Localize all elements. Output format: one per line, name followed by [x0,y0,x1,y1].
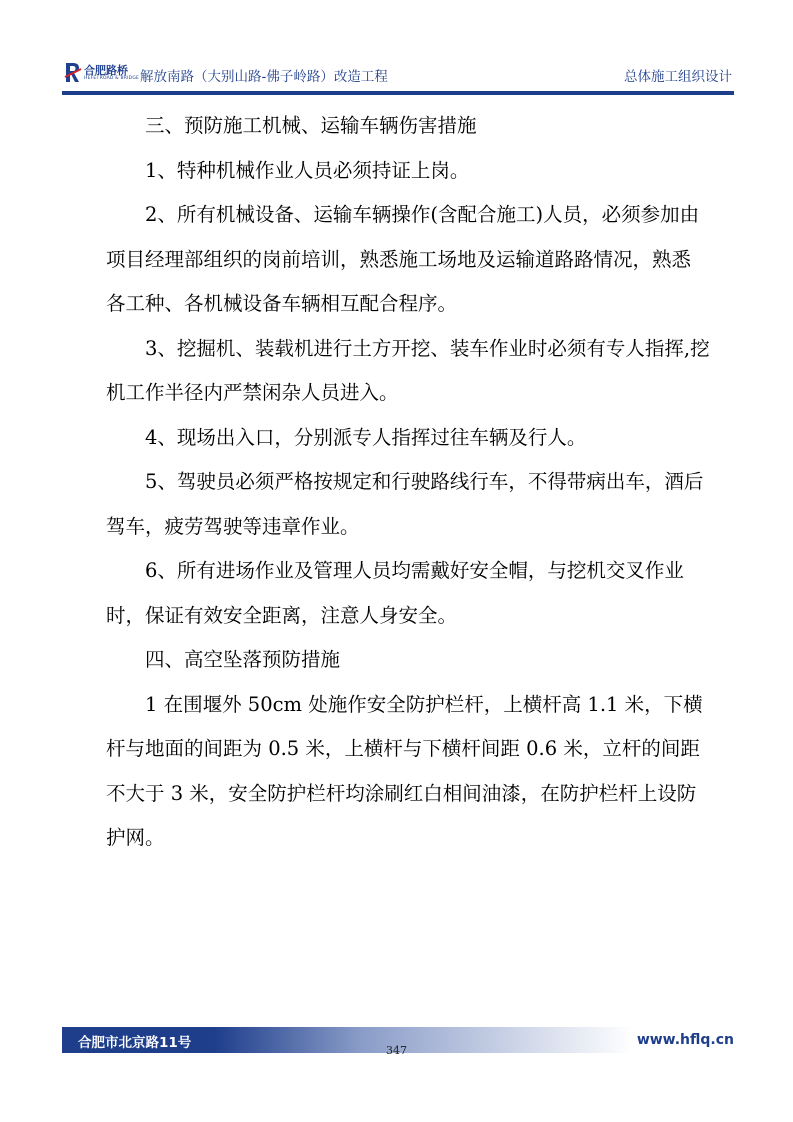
section-heading: 四、高空坠落预防措施 [145,648,341,671]
body-content [106,104,710,861]
paragraph: 4、现场出入口，分别派专人指挥过往车辆及行人。 [145,425,587,449]
paragraph: 3、挖掘机、装载机进行土方开挖、装车作业时必须有专人指挥,挖机工作半径内严禁闲杂人员进入。 [106,336,710,404]
footer-website: www.hflq.cn [636,1032,734,1048]
footer-address: 合肥市北京路11号 [78,1035,192,1051]
logo-mark-icon [64,61,82,83]
paragraph: 1、特种机械作业人员必须持证上岗。 [145,158,470,182]
section-heading: 三、预防施工机械、运输车辆伤害措施 [145,114,477,137]
paragraph: 2、所有机械设备、运输车辆操作(含配合施工)人员，必须参加由项目经理部组织的岗前培训，熟悉施工场地及运输道路路情况，熟悉各工种、各机械设备车辆相互配合程序。 [106,203,700,315]
header-divider [62,91,734,95]
paragraph: 5、驾驶员必须严格按规定和行驶路线行车，不得带病出车，酒后驾车，疲劳驾驶等违章作业。 [106,470,704,538]
paragraph: 1 在围堰外 50cm 处施作安全防护栏杆，上横杆高 1.1 米，下横杆与地面的间距为 0.5 米，上横杆与下横杆间距 0.6 米，立杆的间距不大于 3 米，安全防护栏杆均涂刷红白相间油漆，在防护栏杆上设防护网。 [106,692,703,849]
page-number: 347 [386,1044,407,1057]
logo-subtext: HEFEI ROAD & BRIDGE [84,76,140,81]
logo-text: 合肥路桥 [84,64,128,77]
document-type: 总体施工组织设计 [624,69,732,85]
page-header [62,58,732,92]
paragraph: 6、所有进场作业及管理人员均需戴好安全帽，与挖机交叉作业时，保证有效安全距离，注意人身安全。 [106,559,684,627]
project-title: 解放南路（大别山路-佛子岭路）改造工程 [140,69,388,85]
company-logo [62,60,140,88]
